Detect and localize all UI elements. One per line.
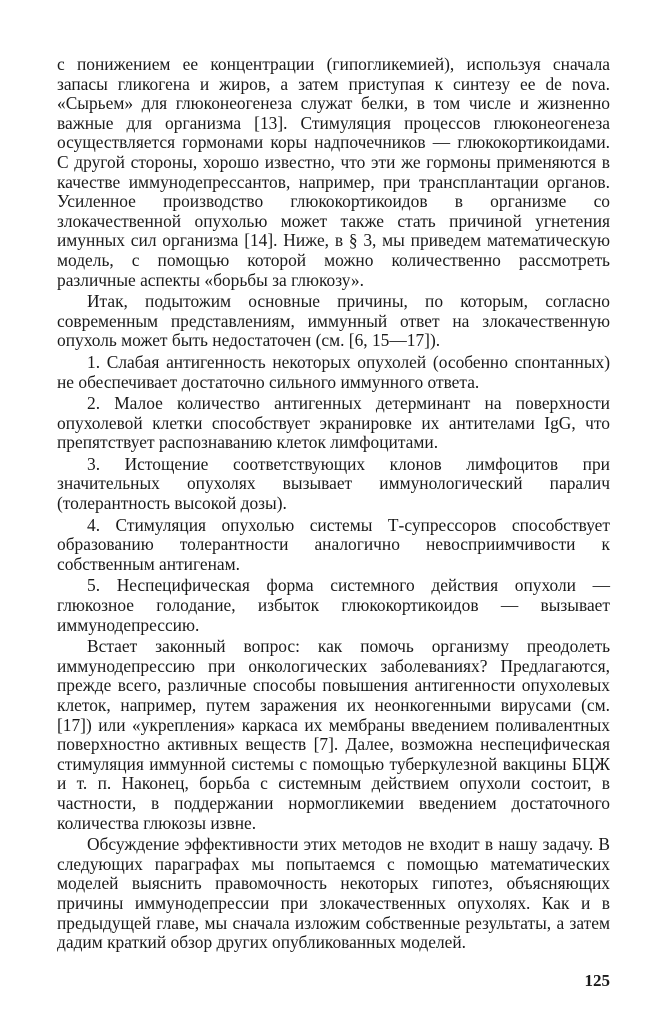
paragraph-continuation: с понижением ее концентрации (гипогликемией), используя сначала запасы гликогена и жиров, а затем приступая к синтезу ее de nova. «Сырьем» для глюконеогенеза служат белки, в том числе и жизненно важные для организма [13]. Стимуляция процессов глюконеогенеза осуществляется гормонами коры надпочечников — глюкокортикоидами. С другой стороны, хорошо известно, что эти же гормоны применяются в качестве иммунодепрессантов, например, при трансплантации органов. Усиленное производство глюкокортикоидов в организме со злокачественной опухолью может также стать причиной угнетения имунных сил организма [14]. Ниже, в § 3, мы приведем математическую модель, с помощью которой можно количественно рассмотреть различные аспекты «борьбы за глюкозу». — [57, 54, 610, 290]
list-item-1: 1. Слабая антигенность некоторых опухолей (особенно спонтанных) не обеспечивает достаточно сильного иммунного ответа. — [57, 351, 610, 392]
page-body — [57, 55, 610, 953]
list-item-4: 4. Стимуляция опухолью системы Т-супрессоров способствует образованию толерантности аналогично невосприимчивости к собственным антигенам. — [57, 514, 610, 574]
paragraph-summary-intro: Итак, подытожим основные причины, по которым, согласно современным представлениям, иммунный ответ на злокачественную опухоль может быть недостаточен (см. [6, 15—17]). — [57, 291, 610, 351]
list-item-2: 2. Малое количество антигенных детерминант на поверхности опухолевой клетки способствует экранировке их антителами IgG, что препятствует распознаванию клеток лимфоцитами. — [57, 393, 610, 453]
list-item-5: 5. Неспецифическая форма системного действия опухоли — глюкозное голодание, избыток глюкокортикоидов — вызывает иммунодепрессию. — [57, 575, 610, 635]
paragraph-question: Встает законный вопрос: как помочь организму преодолеть иммунодепрессию при онкологических заболеваниях? Предлагаются, прежде всего, различные способы повышения антигенности опухолевых клеток, например, путем заражения их неонкогенными вирусами (см. [17]) или «укрепления» каркаса их мембраны введением поливалентных поверхностно активных веществ [7]. Далее, возможна неспецифическая стимуляция иммунной системы с помощью туберкулезной вакцины БЦЖ и т. п. Наконец, борьба с системным действием опухоли состоит, в частности, в поддержании нормогликемии введением достаточного количества глюкозы извне. — [57, 636, 610, 833]
list-item-3: 3. Истощение соответствующих клонов лимфоцитов при значительных опухолях вызывает иммунологический паралич (толерантность высокой дозы). — [57, 453, 610, 514]
page-number: 125 — [584, 971, 610, 990]
paragraph-discussion: Обсуждение эффективности этих методов не входит в нашу задачу. В следующих параграфах мы попытаемся с помощью математических моделей выяснить правомочность некоторых гипотез, объясняющих причины иммунодепрессии при злокачественных опухолях. Как и в предыдущей главе, мы сначала изложим собственные результаты, а затем дадим краткий обзор других опубликованных моделей. — [57, 834, 610, 953]
